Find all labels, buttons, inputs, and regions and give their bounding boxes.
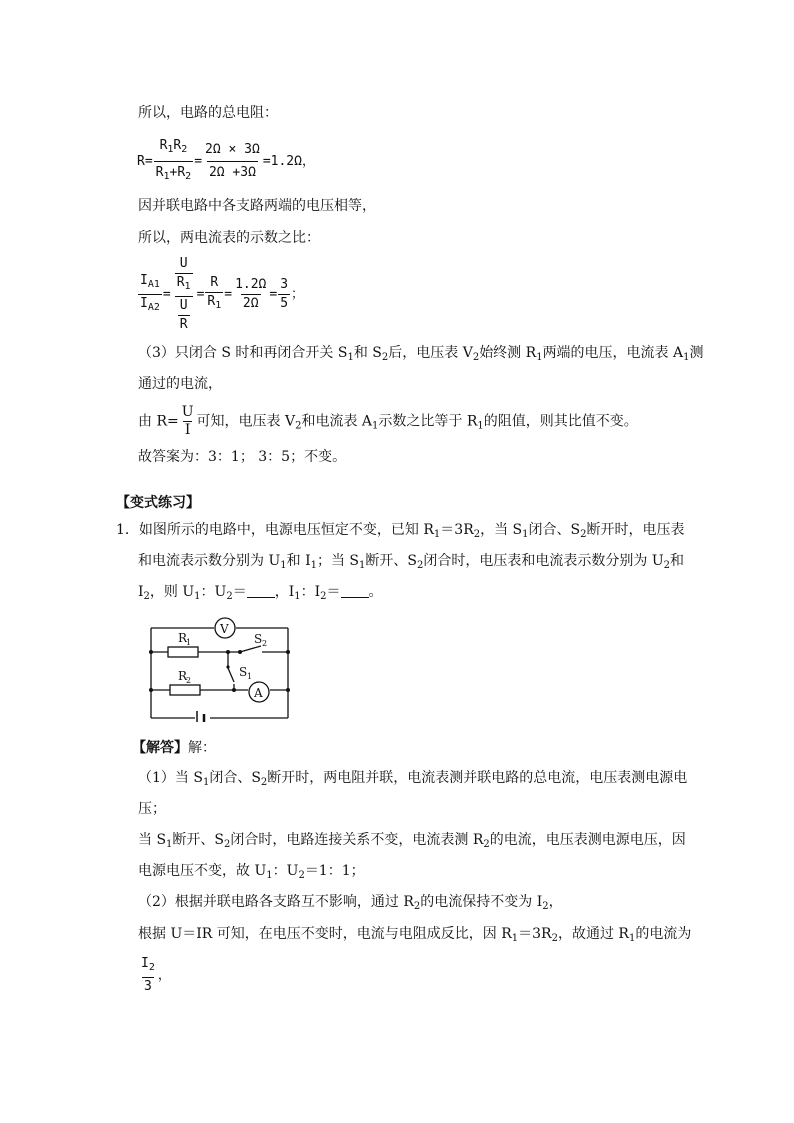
s2-label: S: [254, 632, 263, 646]
svg-text:1: 1: [186, 638, 192, 647]
text-line: （2）根据并联电路各支路互不影响，通过 $R_2$的电流保持不变为 $I_2$，: [138, 894, 563, 912]
fraction: $\frac{2\Omega \times 3\Omega}{2\Omega +3\Omega}$: [203, 140, 262, 183]
question-line: 和电流表示数分别为 $U_1$和 $I_1$；当 $S_1$断开、$S_2$闭合时，电压表和电流表示数分别为 $U_2$和: [138, 553, 684, 571]
answer-blank[interactable]: [247, 583, 275, 598]
text-line: [138, 103, 278, 123]
equation-current-ratio: $\frac{I_{A1}}{I_{A2}}$ = $\frac{\frac{U}{R_1}}{\frac{U}{R}}$ = $\frac{R}{R_1}$ = $\frac{1.2\Omega}{2\Omega}$ = $\frac{3}{5}$ ；: [140, 256, 305, 332]
eq-lhs: R=: [137, 154, 153, 169]
ammeter-label: A: [254, 686, 263, 700]
answer-blank[interactable]: [341, 583, 369, 598]
compound-fraction: $\frac{\frac{U}{R_1}}{\frac{U}{R}}$: [176, 256, 191, 332]
text-line: 根据 U＝IR 可知，在电压不变时，电流与电阻成反比，因 $R_1=3R_2$，故通过 $R_1$的电流为: [138, 926, 692, 944]
text-line: 通过的电流，: [138, 376, 222, 392]
fraction: $\frac{R}{R_1}$: [205, 275, 223, 314]
svg-text:2: 2: [186, 676, 192, 685]
s1-label: S: [239, 665, 248, 679]
sentence: 所以，两电流表的示数之比：: [138, 230, 320, 246]
section-heading: 【变式练习】: [116, 495, 200, 511]
fraction: $\frac{R_1R_2}{R_1+R_2}$: [154, 136, 194, 187]
fraction: $\frac{3}{5}$: [280, 277, 289, 311]
text-line: 由 R= $\frac{U}{I}$ 可知，电压表 $V_2$和电流表 $A_1$示数之比等于 $R_1$的阻值，则其比值不变。: [138, 404, 638, 438]
sentence: 所以，电路的总电阻：: [138, 105, 278, 121]
text-line: 电源电压不变，故 $U_1$：$U_2=1$：1；: [138, 863, 365, 881]
solution-heading: 【解答】解：: [132, 740, 216, 756]
equation-fraction: $\frac{I_2}{3}$ ，: [141, 956, 171, 994]
circuit-diagram: [140, 612, 300, 722]
text-line: 压；: [138, 801, 166, 817]
svg-text:1: 1: [247, 672, 253, 681]
r2-label: R: [178, 669, 188, 683]
text-line: （3）只闭合 S 时和再闭合开关 $S_1$和 $S_2$后，电压表 $V_2$始终测 $R_1$两端的电压，电流表 $A_1$测: [138, 345, 704, 363]
sentence: 因并联电路中各支路两端的电压相等，: [138, 198, 376, 214]
answer-line: 故答案为：3：1； 3：5；不变。: [138, 449, 347, 465]
r1-label: R: [178, 631, 188, 645]
fraction: $\frac{U}{I}$: [181, 404, 194, 438]
equation-total-resistance: R= $\frac{R_1R_2}{R_1+R_2}$ = $\frac{2\Omega \times 3\Omega}{2\Omega +3\Omega}$ =1.2Ω，: [137, 136, 315, 187]
text-line: 当 $S_1$断开、$S_2$闭合时，电路连接关系不变，电流表测 $R_2$的电流，电压表测电源电压，因: [138, 832, 686, 850]
text-line: [138, 196, 376, 216]
voltmeter-label: V: [220, 622, 229, 636]
text-line: [138, 228, 320, 248]
text-line: （1）当 $S_1$闭合、$S_2$断开时，两电阻并联，电流表测并联电路的总电流，电压表测电源电: [138, 770, 688, 788]
svg-text:2: 2: [262, 639, 268, 648]
fraction: $\frac{1.2\Omega}{2\Omega}$: [235, 277, 267, 311]
question-line: $I_2$，则 $U_1$：$U_2=$ ，$I_1$：$I_2=$ 。: [138, 584, 383, 602]
question-line: 1．如图所示的电路中，电源电压恒定不变，已知 $R_1=3R_2$，当 $S_1$闭合、$S_2$断开时，电压表: [116, 522, 685, 540]
fraction: $\frac{I_{A1}}{I_{A2}}$: [138, 273, 162, 316]
